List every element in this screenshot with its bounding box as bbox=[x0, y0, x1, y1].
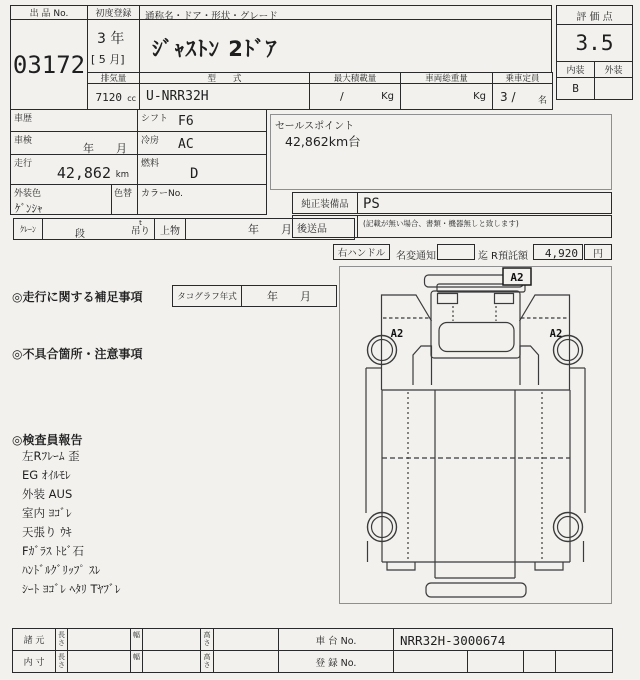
body-year-value: 年 月 bbox=[248, 223, 292, 236]
inspector-item: EG ｵｲﾙﾓﾚ bbox=[22, 468, 71, 482]
body-type-box bbox=[154, 218, 186, 240]
inspection-box bbox=[10, 131, 138, 155]
crane-ton-label: t bbox=[139, 219, 142, 227]
chassis-no-label: 車 台 No. bbox=[315, 635, 357, 647]
vehicle-name-label: 通称名・ドア・形状・グレード bbox=[145, 11, 278, 22]
height-value-1 bbox=[213, 628, 279, 651]
registration-cell-3 bbox=[523, 650, 556, 673]
capacity-label: 乗車定員 bbox=[505, 74, 540, 84]
shift-box bbox=[137, 109, 267, 132]
first-registration-header bbox=[87, 5, 140, 20]
mileage-box bbox=[10, 154, 138, 185]
length-label: 長さ bbox=[58, 653, 65, 669]
damage-mark-top: A2 bbox=[510, 271, 524, 284]
lot-no-label: 出 品 No. bbox=[29, 9, 69, 19]
aircon-label: 冷房 bbox=[141, 136, 160, 146]
crane-lift-unit bbox=[131, 220, 150, 237]
gross-weight-box bbox=[400, 83, 493, 110]
width-label: 幅 bbox=[133, 631, 140, 639]
displacement-label: 排気量 bbox=[100, 74, 127, 84]
chassis-number: NRR32H-3000674 bbox=[400, 633, 506, 648]
first-registration-label: 初度登録 bbox=[95, 9, 132, 19]
deposit-label: R預託額 bbox=[491, 251, 528, 262]
lot-no-header bbox=[10, 5, 88, 20]
sales-point-box bbox=[270, 114, 612, 190]
inspector-report-title: ◎検査員報告 bbox=[12, 433, 83, 447]
deposit-value: 4,920 bbox=[544, 247, 578, 260]
exterior-grade-box bbox=[594, 77, 633, 100]
rear-bumper bbox=[426, 583, 526, 597]
windshield bbox=[439, 323, 514, 352]
registration-cell-4 bbox=[555, 650, 613, 673]
crane-label: ｸﾚｰﾝ bbox=[20, 224, 36, 234]
inner-dims-label: 内 寸 bbox=[23, 658, 45, 668]
sales-point-value: 42,862km台 bbox=[285, 134, 361, 149]
vehicle-name-value: ｼﾞｬｽﾄﾝ 2ﾄﾞｱ bbox=[152, 37, 278, 61]
interior-grade: B bbox=[572, 82, 579, 95]
repaint-label: 色替 bbox=[114, 189, 133, 199]
rhd-label: 右ハンドル bbox=[337, 248, 386, 259]
exterior-header bbox=[594, 61, 633, 78]
inspector-item: 左Rﾌﾚｰﾑ 歪 bbox=[22, 449, 80, 463]
dimensions-label: 諸 元 bbox=[23, 636, 45, 646]
height-label: 高さ bbox=[203, 631, 211, 647]
interior-label: 内装 bbox=[566, 66, 585, 76]
score-header bbox=[556, 5, 633, 25]
registration-no-header bbox=[278, 650, 394, 673]
evaluation-score: 3.5 bbox=[575, 31, 614, 55]
first-registration-month: [ 5 月] bbox=[91, 53, 125, 66]
max-load-slash: / bbox=[340, 90, 344, 103]
score-box bbox=[556, 24, 633, 62]
first-registration-box bbox=[87, 19, 140, 73]
wheel-rear-right bbox=[554, 513, 583, 542]
registration-no-label: 登 録 No. bbox=[315, 657, 357, 669]
tachograph-label: タコグラフ年式 bbox=[177, 292, 237, 302]
tachograph-box bbox=[241, 285, 337, 307]
dimensions-header bbox=[12, 628, 56, 651]
model-code-box bbox=[139, 83, 310, 110]
mileage-label: 走行 bbox=[14, 159, 33, 169]
chassis-no-header bbox=[278, 628, 394, 651]
first-registration-year: 3 年 bbox=[97, 31, 125, 47]
tachograph-header bbox=[172, 285, 242, 307]
vehicle-name-header bbox=[139, 5, 552, 20]
lot-number-box bbox=[10, 19, 88, 110]
exterior-color-label: 外装色 bbox=[14, 189, 42, 199]
width-value-2 bbox=[142, 650, 201, 673]
displacement-box bbox=[87, 83, 140, 110]
inspection-label: 車検 bbox=[14, 136, 33, 146]
later-items-header bbox=[292, 215, 358, 238]
interior-header bbox=[556, 61, 595, 78]
capacity-unit: 名 bbox=[537, 96, 547, 106]
oem-equipment-label: 純正装備品 bbox=[301, 199, 349, 210]
damage-mark-right: A2 bbox=[549, 328, 563, 340]
inspector-item: 外装 AUS bbox=[22, 487, 73, 501]
gross-weight-label: 車両総重量 bbox=[425, 74, 468, 84]
crane-stage-label: 段 bbox=[75, 229, 85, 240]
fuel-label: 燃料 bbox=[141, 159, 160, 169]
sales-point-label: セールスポイント bbox=[275, 121, 355, 132]
height-header-1 bbox=[200, 628, 214, 651]
inner-dims-header bbox=[12, 650, 56, 673]
inspector-item: ｼｰﾄ ﾖｺﾞﾚ ﾍﾀﾘ Tﾔﾌﾞﾚ bbox=[22, 582, 121, 596]
inspector-item: 室内 ﾖｺﾞﾚ bbox=[22, 506, 72, 520]
name-change-label: 名変通知 bbox=[396, 251, 436, 262]
gross-weight-unit: Kg bbox=[473, 91, 486, 102]
damage-mark-left: A2 bbox=[390, 328, 404, 340]
vehicle-name-box bbox=[139, 19, 552, 73]
color-no-label: カラーNo. bbox=[141, 189, 183, 199]
model-code-label: 型 式 bbox=[207, 74, 242, 84]
displacement-unit: cc bbox=[127, 94, 136, 103]
crane-spec-box bbox=[42, 218, 155, 240]
fuel-value: D bbox=[190, 166, 199, 182]
oem-equipment-box bbox=[357, 192, 612, 214]
length-value-1 bbox=[67, 628, 131, 651]
body-type-label: 上物 bbox=[160, 225, 180, 237]
inspector-item: 天張り ｳｷ bbox=[22, 525, 72, 539]
length-label: 長さ bbox=[58, 631, 65, 647]
height-header-2 bbox=[200, 650, 214, 673]
until-label: 迄 bbox=[478, 251, 488, 262]
height-label: 高さ bbox=[203, 653, 211, 669]
chassis-no-box bbox=[393, 628, 613, 651]
capacity-box bbox=[492, 83, 553, 110]
defect-section-title: ◎不具合箇所・注意事項 bbox=[12, 347, 143, 361]
score-label: 評 価 点 bbox=[576, 11, 613, 23]
color-no-box bbox=[137, 184, 267, 215]
exterior-color-box bbox=[10, 184, 112, 215]
mileage-note-title: ◎走行に関する補足事項 bbox=[12, 290, 143, 304]
capacity-value: 3 / bbox=[500, 90, 516, 104]
rhd-box bbox=[333, 244, 390, 260]
name-change-field bbox=[437, 244, 475, 260]
fuel-box bbox=[137, 154, 267, 185]
inspection-value: 年 月 bbox=[83, 142, 127, 155]
inspector-item: Fｶﾞﾗｽ ﾄﾋﾞ石 bbox=[22, 544, 85, 558]
deposit-box bbox=[533, 244, 583, 260]
length-value-2 bbox=[67, 650, 131, 673]
shift-value: F6 bbox=[178, 114, 194, 129]
cab-outline bbox=[431, 291, 520, 358]
registration-cell-1 bbox=[393, 650, 468, 673]
later-items-note: (記載が無い場合、書類・機器無しと致します) bbox=[363, 219, 519, 228]
max-load-box bbox=[309, 83, 401, 110]
crane-lift-label: 吊り bbox=[130, 226, 150, 237]
repaint-box bbox=[111, 184, 138, 215]
width-label: 幅 bbox=[133, 653, 140, 661]
inspector-item: ﾊﾝﾄﾞﾙｸﾞﾘｯﾌﾟ ｽﾚ bbox=[22, 563, 101, 577]
later-items-label: 後送品 bbox=[297, 224, 327, 235]
later-items-box bbox=[357, 215, 612, 238]
history-label: 車歴 bbox=[14, 114, 33, 124]
mileage-unit: km bbox=[115, 170, 129, 180]
interior-grade-box bbox=[556, 77, 595, 100]
max-load-unit: Kg bbox=[381, 91, 394, 102]
history-box bbox=[10, 109, 138, 132]
exterior-color-value: ｹﾞﾝｼｬ bbox=[15, 202, 43, 215]
oem-equipment-value: PS bbox=[363, 196, 380, 212]
yen-label: 円 bbox=[593, 248, 603, 260]
registration-cell-2 bbox=[467, 650, 524, 673]
exterior-label: 外装 bbox=[604, 66, 623, 76]
shift-label: シフト bbox=[141, 114, 169, 124]
aircon-value: AC bbox=[178, 137, 194, 152]
yen-box bbox=[584, 244, 612, 260]
tachograph-value: 年 月 bbox=[267, 290, 311, 303]
crane-box bbox=[13, 218, 43, 240]
model-code-value: U-NRR32H bbox=[146, 89, 209, 104]
lot-number: 03172 bbox=[12, 50, 86, 79]
width-value-1 bbox=[142, 628, 201, 651]
aircon-box bbox=[137, 131, 267, 155]
displacement-value: 7120 bbox=[95, 91, 122, 104]
mileage-value: 42,862 bbox=[56, 164, 111, 182]
vehicle-diagram bbox=[339, 266, 612, 604]
max-load-label: 最大積載量 bbox=[333, 74, 377, 84]
height-value-2 bbox=[213, 650, 279, 673]
oem-equipment-header bbox=[292, 192, 358, 214]
